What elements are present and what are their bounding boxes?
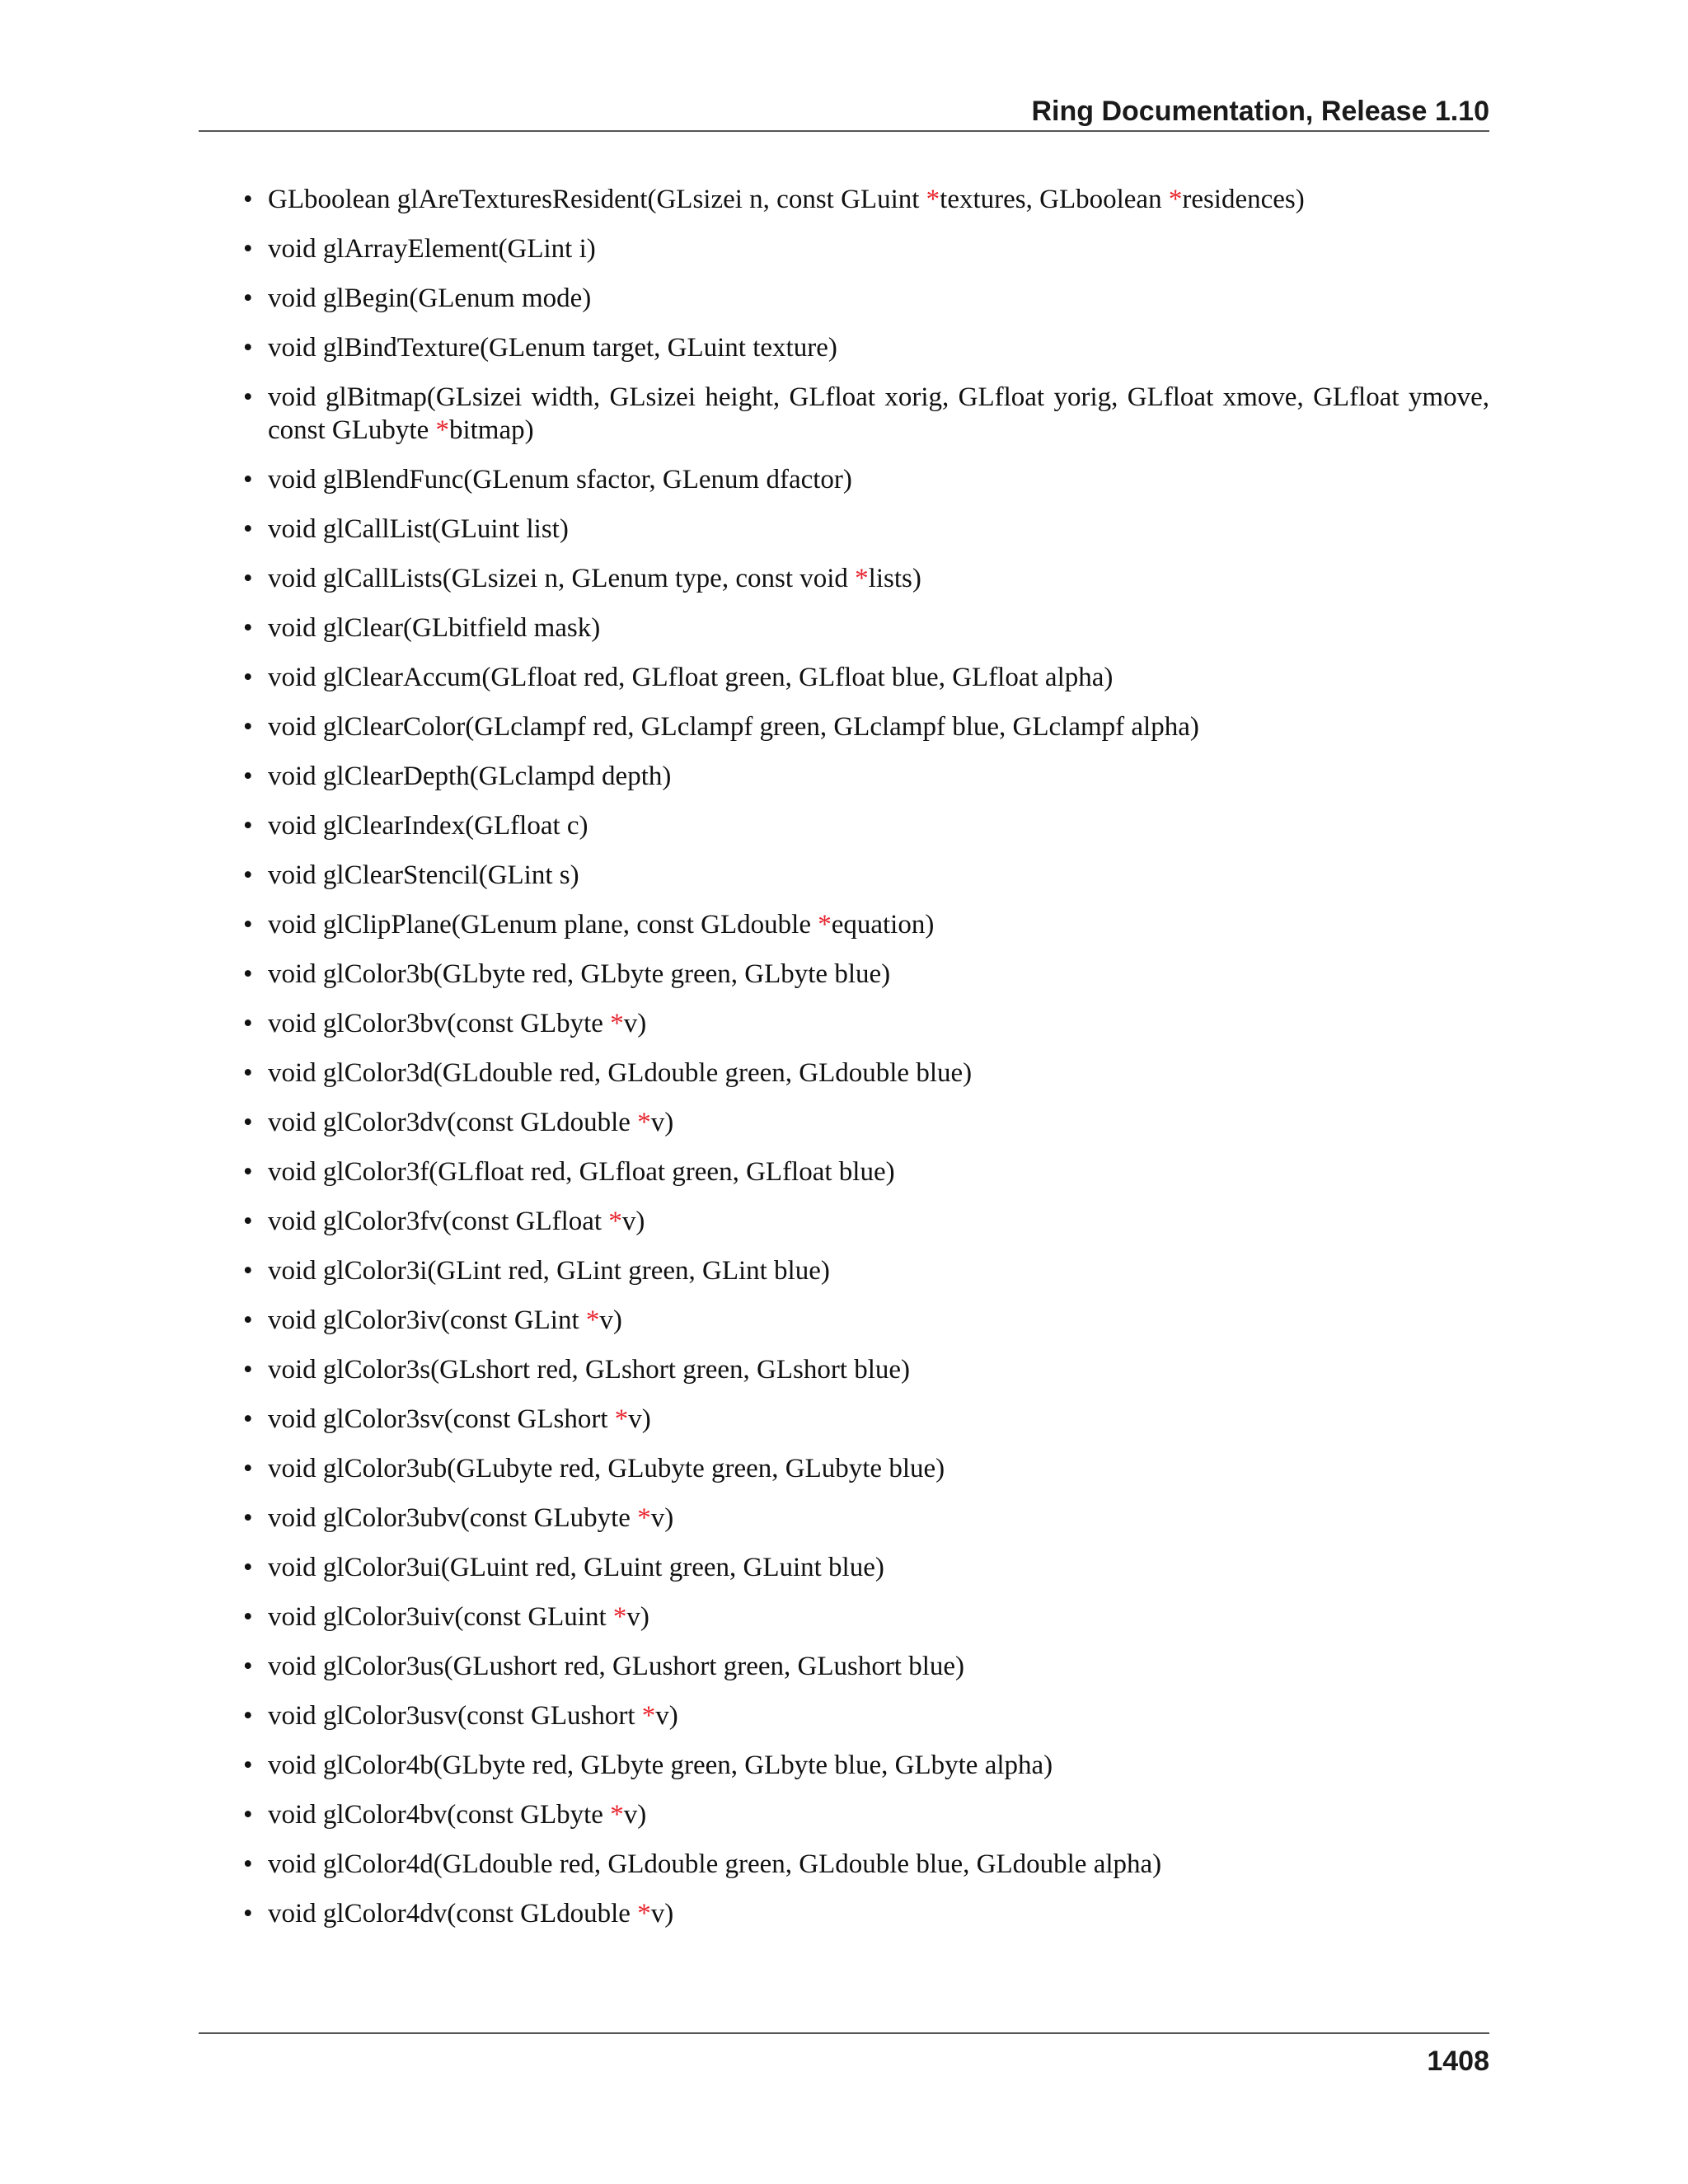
signature-text: textures, GLboolean — [940, 185, 1169, 214]
signature-text: void glCallList(GLuint list) — [268, 514, 569, 544]
list-item — [243, 1106, 1489, 1139]
list-item — [243, 183, 1489, 216]
list-item — [243, 1353, 1489, 1386]
list-item — [243, 710, 1489, 743]
list-item — [243, 282, 1489, 315]
pointer-star: * — [637, 1899, 651, 1929]
list-item — [243, 809, 1489, 842]
signature-text: v) — [650, 1899, 674, 1929]
list-item — [243, 513, 1489, 546]
signature-text: void glColor3bv(const GLbyte — [268, 1009, 611, 1038]
pointer-star: * — [608, 1207, 622, 1236]
list-item — [243, 1551, 1489, 1584]
signature-text: void glClearStencil(GLint s) — [268, 860, 579, 890]
signature-text: equation) — [831, 910, 935, 940]
signature-text: v) — [650, 1503, 674, 1533]
list-item — [243, 1254, 1489, 1287]
pointer-star: * — [585, 1305, 600, 1335]
list-item — [243, 1699, 1489, 1732]
list-item — [243, 1601, 1489, 1633]
signature-text: void glColor3ub(GLubyte red, GLubyte green, GLubyte blue) — [268, 1454, 945, 1483]
signature-text: bitmap) — [448, 415, 534, 445]
signature-text: void glBegin(GLenum mode) — [268, 284, 592, 313]
list-item — [243, 859, 1489, 892]
signature-text: void glColor3uiv(const GLuint — [268, 1602, 613, 1632]
signature-text: void glColor3ubv(const GLubyte — [268, 1503, 638, 1533]
signature-text: void glColor4dv(const GLdouble — [268, 1899, 638, 1929]
list-item — [243, 1798, 1489, 1831]
list-item — [243, 1452, 1489, 1485]
signature-text: lists) — [868, 564, 921, 593]
signature-text: void glColor3us(GLushort red, GLushort green, GLushort blue) — [268, 1652, 965, 1681]
page-footer — [199, 2032, 1489, 2077]
list-item — [243, 1057, 1489, 1090]
list-item — [243, 1007, 1489, 1040]
list-item — [243, 381, 1489, 447]
signature-text: v) — [628, 1404, 651, 1434]
signature-text: void glClearColor(GLclampf red, GLclampf green, GLclampf blue, GLclampf alpha) — [268, 712, 1199, 742]
list-item — [243, 1205, 1489, 1238]
signature-text: GLboolean glAreTexturesResident(GLsizei n, const GLuint — [268, 185, 926, 214]
pointer-star: * — [612, 1602, 627, 1632]
pointer-star: * — [641, 1701, 656, 1731]
signature-text: v) — [655, 1701, 678, 1731]
signature-text: void glColor3b(GLbyte red, GLbyte green, GLbyte blue) — [268, 959, 891, 989]
list-item — [243, 1749, 1489, 1782]
pointer-star: * — [926, 185, 940, 214]
header-title: Ring Documentation, Release 1.10 — [1031, 96, 1489, 127]
signature-text: void glBindTexture(GLenum target, GLuint texture) — [268, 333, 837, 363]
list-item — [243, 1155, 1489, 1188]
function-list — [243, 183, 1489, 1930]
list-item — [243, 463, 1489, 496]
signature-text: v) — [650, 1108, 674, 1137]
pointer-star: * — [637, 1503, 651, 1533]
pointer-star: * — [610, 1800, 624, 1830]
list-item — [243, 612, 1489, 644]
list-item — [243, 958, 1489, 991]
signature-text: v) — [623, 1009, 647, 1038]
signature-text: void glColor3sv(const GLshort — [268, 1404, 615, 1434]
list-item — [243, 1650, 1489, 1683]
signature-text: void glColor3dv(const GLdouble — [268, 1108, 638, 1137]
signature-text: void glColor4bv(const GLbyte — [268, 1800, 611, 1830]
signature-text: void glArrayElement(GLint i) — [268, 234, 596, 264]
signature-text: v) — [621, 1207, 645, 1236]
page-number: 1408 — [1427, 2046, 1489, 2077]
list-item — [243, 1403, 1489, 1436]
list-item — [243, 1848, 1489, 1881]
list-item — [243, 661, 1489, 694]
pointer-star: * — [855, 564, 869, 593]
list-item — [243, 1897, 1489, 1930]
signature-text: void glColor3usv(const GLushort — [268, 1701, 642, 1731]
signature-text: void glColor3ui(GLuint red, GLuint green, GLuint blue) — [268, 1553, 884, 1582]
signature-text: void glBitmap(GLsizei width, GLsizei height, GLfloat xorig, GLfloat yorig, GLfloat xmove, GLfloat ymove, const GLubyte — [268, 382, 1489, 445]
signature-text: void glBlendFunc(GLenum sfactor, GLenum dfactor) — [268, 465, 852, 494]
signature-text: void glCallLists(GLsizei n, GLenum type, const void — [268, 564, 856, 593]
signature-text: v) — [599, 1305, 622, 1335]
signature-text: void glColor3fv(const GLfloat — [268, 1207, 609, 1236]
list-item — [243, 331, 1489, 364]
list-item — [243, 1502, 1489, 1535]
pointer-star: * — [614, 1404, 629, 1434]
pointer-star: * — [610, 1009, 624, 1038]
signature-text: v) — [626, 1602, 649, 1632]
signature-text: residences) — [1182, 185, 1305, 214]
pointer-star: * — [1168, 185, 1183, 214]
signature-text: void glColor4d(GLdouble red, GLdouble green, GLdouble blue, GLdouble alpha) — [268, 1849, 1162, 1879]
list-item — [243, 908, 1489, 941]
signature-text: void glClipPlane(GLenum plane, const GLdouble — [268, 910, 818, 940]
list-item — [243, 1304, 1489, 1337]
signature-text: void glColor3d(GLdouble red, GLdouble green, GLdouble blue) — [268, 1058, 973, 1088]
signature-text: void glColor4b(GLbyte red, GLbyte green, GLbyte blue, GLbyte alpha) — [268, 1750, 1053, 1780]
signature-text: void glClearAccum(GLfloat red, GLfloat green, GLfloat blue, GLfloat alpha) — [268, 663, 1114, 692]
list-item — [243, 562, 1489, 595]
signature-text: v) — [623, 1800, 647, 1830]
signature-text: void glClearDepth(GLclampd depth) — [268, 762, 672, 791]
signature-text: void glColor3iv(const GLint — [268, 1305, 586, 1335]
signature-text: void glClear(GLbitfield mask) — [268, 613, 601, 643]
signature-text: void glColor3s(GLshort red, GLshort green, GLshort blue) — [268, 1355, 911, 1385]
signature-text: void glColor3f(GLfloat red, GLfloat green, GLfloat blue) — [268, 1157, 895, 1187]
page-header — [199, 92, 1489, 132]
signature-text: void glColor3i(GLint red, GLint green, GLint blue) — [268, 1256, 830, 1286]
pointer-star: * — [818, 910, 832, 940]
signature-text: void glClearIndex(GLfloat c) — [268, 811, 588, 841]
main-content — [243, 183, 1489, 1947]
list-item — [243, 760, 1489, 793]
pointer-star: * — [637, 1108, 651, 1137]
pointer-star: * — [435, 415, 449, 445]
list-item — [243, 232, 1489, 265]
